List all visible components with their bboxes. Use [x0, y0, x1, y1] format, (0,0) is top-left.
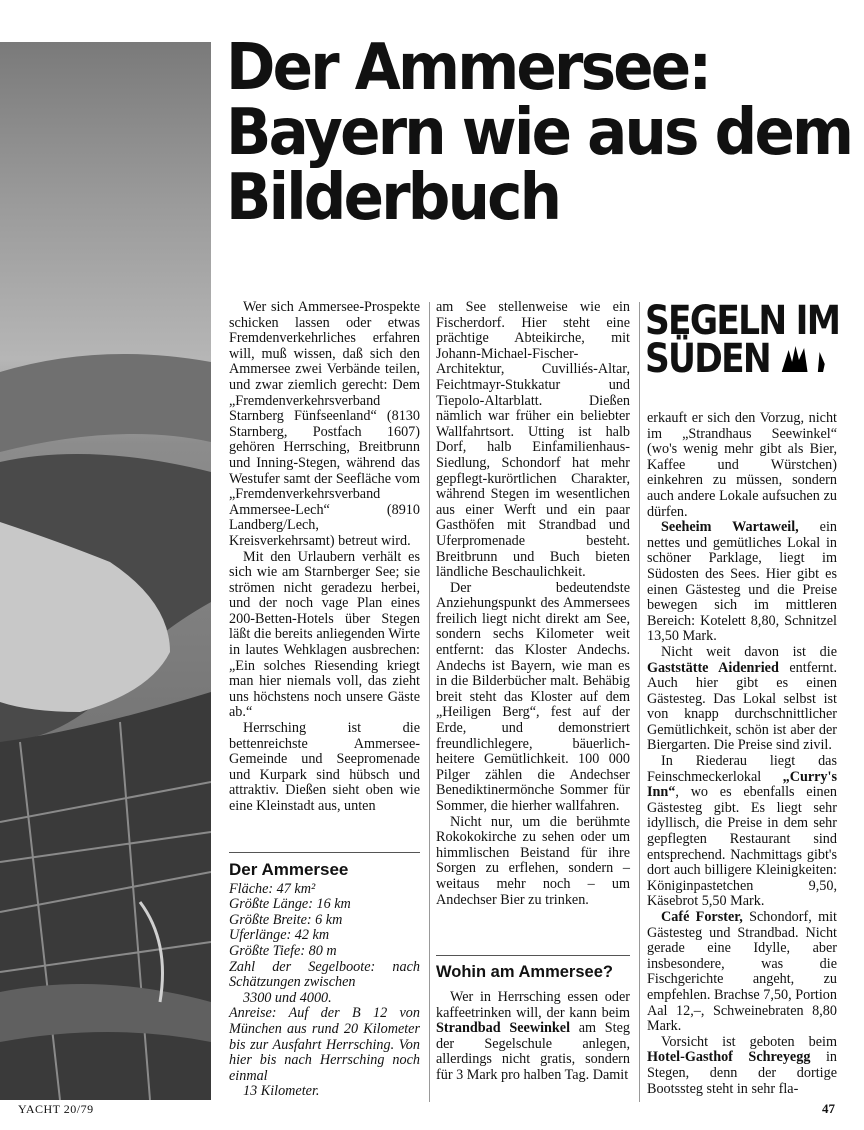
segeln-im-sueden-logo — [645, 298, 840, 382]
paragraph: Mit den Urlaubern verhält es sich wie am Starnberger See; sie strömen nicht geradezu herbei, und der noch vage Plan eines 200-Betten-Hotels über Stegen läßt die bereits anliegenden Wirte in lautes Wehklagen ausbrechen: „Ein solches Riesending kriegt man hier niemals voll, das zieht uns höchstens noch unsere Gäste ab.“ — [229, 548, 420, 721]
headline-line2: Bayern wie aus dem — [226, 96, 852, 170]
headline — [226, 31, 852, 235]
text-run: In Riederau liegt das Feinschmeckerlokal — [647, 753, 837, 785]
paragraph — [647, 520, 837, 645]
column-divider — [639, 302, 640, 1102]
text-run: entfernt. Auch hier gibt es einen Gästesteg. Das Lokal selbst ist von knapp durchschnittlicher Gemütlichkeit, schön ist aber der Biergarten. Die Preise sind zivil. — [647, 659, 837, 754]
wohin-column — [436, 990, 630, 1084]
paragraph: erkauft er sich den Vorzug, nicht im „Strandhaus Seewinkel“ (wo's wenig mehr gibt als Bier, Kaffee und Würstchen) einkehren zu müssen, sondern auch andere Lokale aufsuchen zu dürfen. — [647, 410, 837, 520]
paragraph — [436, 990, 630, 1084]
venue-name: „Curry's Inn“ — [647, 768, 837, 801]
article-column-3 — [647, 411, 837, 1097]
text-run: Wer in Herrsching essen oder kaffeetrinken will, der kann beim — [436, 989, 630, 1021]
headline-line1: Der Ammersee: — [226, 31, 710, 105]
fact-line: Fläche: 47 km² — [229, 880, 316, 897]
venue-name: Hotel-Gasthof Schreyegg — [647, 1049, 811, 1066]
factbox — [229, 862, 420, 1100]
text-run: Vorsicht ist geboten beim — [661, 1033, 837, 1050]
text-run: ein nettes und gemütliches Lokal in schöner Parklage, liegt im Südosten des Sees. Hier gibt es einen Gästesteg und die Preise bewegen sich im mittleren Bereich: Kotelett 8,80, Schnitzel 13,50 Mark. — [647, 519, 837, 645]
venue-name: Strandbad Seewinkel — [436, 1020, 571, 1037]
column-divider — [429, 302, 430, 1102]
paragraph — [647, 910, 837, 1035]
paragraph — [647, 754, 837, 910]
venue-name: Café Forster, — [661, 909, 743, 925]
logo-line2-text: SÜDEN — [645, 336, 770, 382]
fact-line: Uferlänge: 42 km — [229, 927, 330, 944]
paragraph: Herrsching ist die bettenreichste Ammersee-Gemeinde und Seepromenade und Kurpark sind hübsch und attraktiv. Dießen sieht oben wie eine Kleinstadt aus, unten — [229, 720, 420, 814]
venue-name: Gaststätte Aidenried — [647, 659, 779, 676]
fact-line: Zahl der Segelboote: nach Schätzungen zwischen — [229, 958, 420, 991]
paragraph: Nicht nur, um die berühmte Rokokokirche zu sehen oder um himmlischen Beistand für ihre Sorgen zu erflehen, sondern – weitaus mehr noch – um Andechser Bier zu trinken. — [436, 813, 630, 908]
text-run: Nicht weit davon ist die — [661, 643, 837, 660]
sailboat-icon — [780, 342, 832, 372]
paragraph: am See stellenweise wie ein Fischerdorf. Hier steht eine prächtige Abteikirche, mit Johann-Michael-Fischer-Architektur, Cuvilliés-Altar, Feichtmayr-Stukkatur und Tiepolo-Altarblatt. Dießen nämlich war früher ein beliebter Wallfahrtsort. Utting ist halb Dorf, halb Einfamilienhaus-Siedlung, Schondorf hat mehr gepflegt-kurörtlichen Charakter, während Stegen im wesentlichen aus einer Werft und ein paar Gasthöfen mit Strandbad und Uferpromenade besteht. Breitbrunn und Buch bieten ländliche Beschaulichkeit. — [436, 299, 630, 581]
section-heading: Wohin am Ammersee? — [436, 963, 613, 981]
text-run: am Steg der Segelschule anlegen, allerdings nicht gratis, sondern für 3 Mark pro halben Tag. Damit — [436, 1020, 630, 1083]
text-run: in Stegen, denn der dortige Bootssteg steht in sehr fla- — [647, 1049, 837, 1097]
venue-name: Seeheim Wartaweil, — [661, 519, 799, 536]
article-column-2 — [436, 300, 630, 908]
fact-line: Größte Länge: 16 km — [229, 896, 351, 913]
logo-line2 — [645, 336, 813, 382]
factbox-title: Der Ammersee — [229, 860, 349, 879]
factbox-rule — [229, 852, 420, 853]
text-run: Schondorf, mit Gästesteg und Strandbad. Nicht gerade eine Idylle, aber insbesondere, was die Fischgerichte angeht, zu empfehlen. Brachse 7,50, Portion Aal 12,–, Schweinebraten 8,80 Mark. — [647, 909, 837, 1035]
text-run: , wo es ebenfalls einen Gästesteg gibt. Es liegt sehr idyllisch, die Preise in dem sehr gepflegten Restaurant sind entsprechend. Nachmittags gibt's dort auch billigere Kleinigkeiten: Königinpastetchen 9,50, Käsebrot 5,50 Mark. — [647, 784, 837, 910]
fact-line: 3300 und 4000. — [243, 989, 332, 1006]
logo-line1: SEGELN IM — [645, 298, 840, 344]
section-rule — [436, 955, 630, 956]
fact-line: Größte Breite: 6 km — [229, 911, 343, 928]
aerial-lake-photo — [0, 42, 211, 1100]
fact-line: 13 Kilometer. — [243, 1083, 320, 1100]
magazine-issue: YACHT 20/79 — [18, 1102, 94, 1116]
article-column-1 — [229, 300, 420, 815]
headline-line3: Bilderbuch — [226, 161, 560, 235]
paragraph: Wer sich Ammersee-Prospekte schicken lassen oder etwas Fremdenverkehrliches erfahren will, muß wissen, daß sich den Ammersee zwei Verbände teilen, und zwar ziemlich gerecht: Dem „Fremdenverkehrsverband Starnberg Fünfseenland“ (8130 Starnberg, Postfach 1607) gehören Herrsching, Breitbrunn und Inning-Stegen, während das Westufer samt der Seefläche vom „Fremdenverkehrsverband Ammersee-Lech“ (8910 Landberg/Lech, Kreisverkehrsamt) betreut wird. — [229, 299, 420, 549]
paragraph: Der bedeutendste Anziehungspunkt des Ammersees freilich liegt nicht direkt am See, sondern sechs Kilometer weit entfernt: das Kloster Andechs. Andechs ist Bayern, wie man es in die Bilderbücher malt. Behäbig breit steht das Kloster auf dem „Heiligen Berg“, fest auf der Erde, und demonstriert freundlichlegere, bäuerlich-heitere Gemütlichkeit. 100 000 Pilger zählen die Andechser Benediktinermönche Sommer für Sommer, die hierher wallfahren. — [436, 579, 630, 814]
fact-line: Größte Tiefe: 80 m — [229, 942, 337, 959]
paragraph — [647, 645, 837, 754]
paragraph — [647, 1035, 837, 1097]
page-number: 47 — [822, 1101, 835, 1116]
fact-line: Anreise: Auf der B 12 von München aus rund 20 Kilometer bis zur Ausfahrt Herrsching. Von hier bis nach Herrsching noch einmal — [229, 1005, 420, 1084]
